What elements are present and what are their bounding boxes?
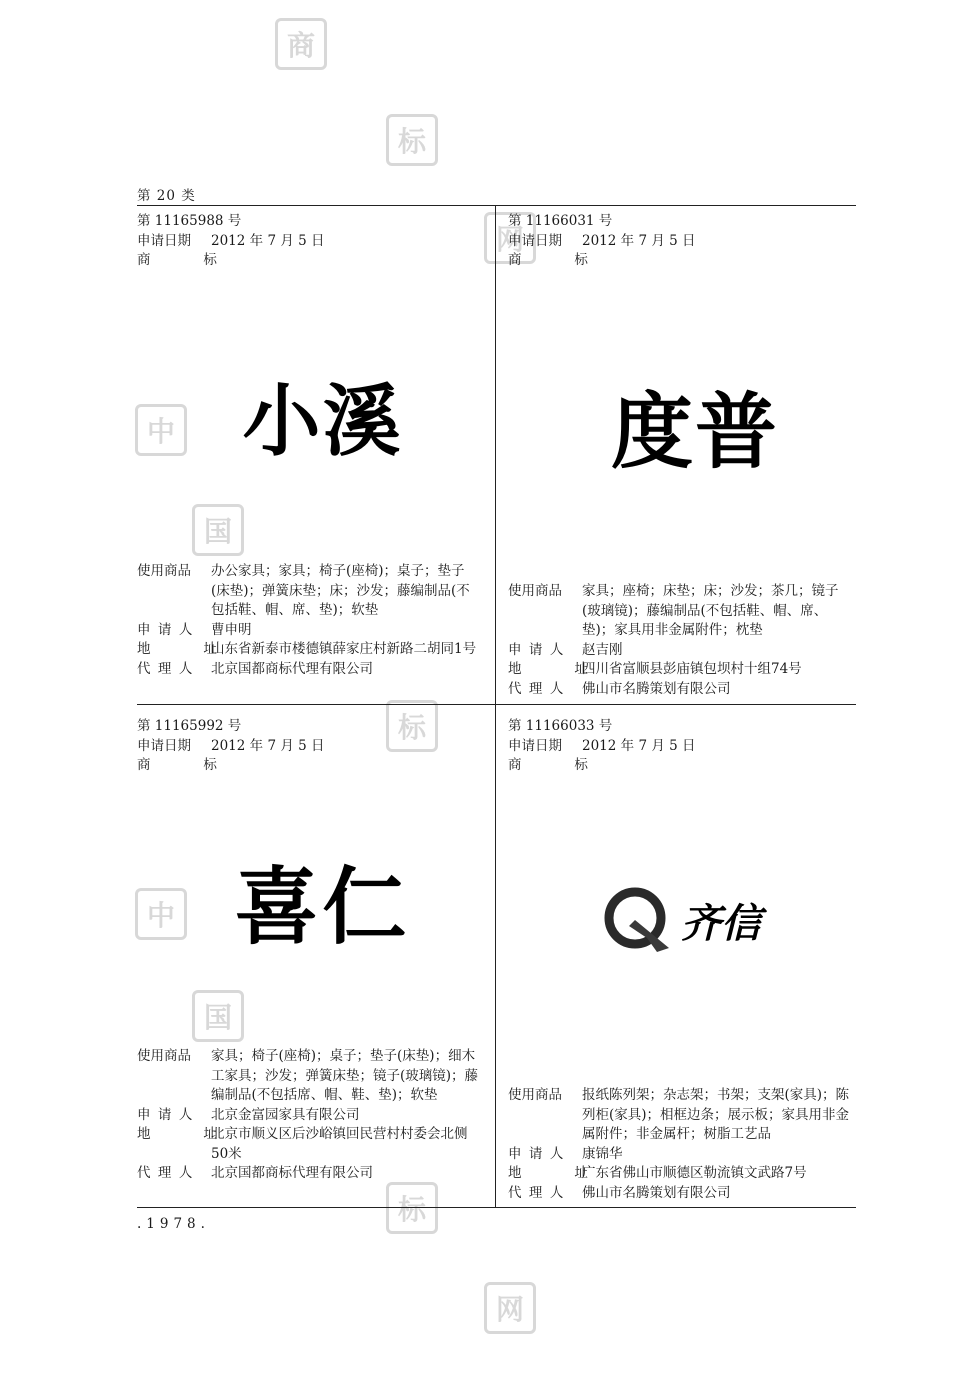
date-label: 申请日期 [137,232,191,249]
trademark-label: 商 标 [137,757,242,773]
agent-label: 代理人 [508,680,571,697]
goods-label: 使用商品 [137,1048,191,1064]
class-label: 第 20 类 [137,188,196,204]
application-date: 2012 年 7 月 5 日 [582,232,696,249]
agent-name: 北京国都商标代理有限公司 [211,660,373,677]
agent-name: 佛山市名腾策划有限公司 [582,1184,731,1201]
application-date: 2012 年 7 月 5 日 [582,737,696,754]
registration-number: 第 11165992 号 [137,718,242,734]
date-label: 申请日期 [508,737,562,754]
watermark-stamp: 商 [275,18,327,70]
date-label: 申请日期 [508,232,562,249]
goods-list: 家具；椅子(座椅)；桌子；垫子(床垫)；细木工家具；沙发；弹簧床垫；镜子(玻璃镜)；藤编制品(不包括席、帽、鞋、垫)；软垫 [211,1048,479,1103]
address-label: 地 址 [137,1126,242,1142]
middle-rule [137,704,856,705]
column-divider [495,206,496,1207]
trademark-entry-4-details [508,1086,853,1203]
trademark-label: 商 标 [508,252,613,268]
registration-number: 第 11165988 号 [137,213,242,229]
goods-list: 办公家具；家具；椅子(座椅)；桌子；垫子(床垫)；弹簧床垫；床；沙发；藤编制品(不包括鞋、帽、席、垫)；软垫 [211,563,470,618]
trademark-mark-text: 齐信 [681,900,761,947]
registration-number: 第 11166031 号 [508,213,613,229]
agent-label: 代理人 [137,1165,200,1181]
applicant-name: 北京金富园家具有限公司 [211,1106,360,1123]
applicant-label: 申请人 [508,1145,571,1162]
top-rule [137,205,856,206]
goods-label: 使用商品 [508,583,562,599]
trademark-entry-3 [137,717,482,776]
q-arrow-logo-icon [599,880,679,960]
date-label: 申请日期 [137,737,191,754]
agent-name: 佛山市名腾策划有限公司 [582,680,731,697]
trademark-entry-4 [508,717,853,776]
address-label: 地 址 [508,1165,613,1181]
page-number: .1978. [137,1216,210,1232]
trademark-entry-2-details [508,582,853,699]
trademark-entry-1-details [137,562,482,679]
trademark-label: 商 标 [137,252,242,268]
applicant-address: 广东省佛山市顺德区勒流镇文武路7号 [582,1165,807,1181]
watermark-stamp: 网 [484,1282,536,1334]
applicant-label: 申请人 [508,641,571,658]
trademark-image [205,840,440,960]
registration-number: 第 11166033 号 [508,718,613,734]
goods-label: 使用商品 [508,1087,562,1103]
application-date: 2012 年 7 月 5 日 [211,232,325,249]
trademark-entry-2 [508,212,853,271]
applicant-address: 北京市顺义区后沙峪镇回民营村村委会北侧50米 [211,1126,468,1162]
watermark-stamp: 网 [484,212,536,264]
goods-list: 报纸陈列架；杂志架；书架；支架(家具)；陈列柜(家具)；相框边条；展示板；家具用非金属附件；非金属杆；树脂工艺品 [582,1087,850,1142]
agent-label: 代理人 [508,1184,571,1201]
applicant-name: 曹申明 [211,621,252,638]
goods-list: 家具；座椅；床垫；床；沙发；茶几；镜子(玻璃镜)；藤编制品(不包括鞋、帽、席、垫)；家具用非金属附件；枕垫 [582,583,839,638]
goods-label: 使用商品 [137,563,191,579]
agent-name: 北京国都商标代理有限公司 [211,1165,373,1181]
applicant-name: 赵吉刚 [582,641,623,658]
watermark-stamp: 标 [386,114,438,166]
watermark-stamp: 国 [192,504,244,556]
applicant-address: 山东省新泰市楼德镇薛家庄村新路二胡同1号 [211,641,477,657]
trademark-mark-text: 小溪 [242,377,403,467]
address-label: 地 址 [137,641,242,657]
watermark-stamp: 中 [135,404,187,456]
applicant-label: 申请人 [137,1106,200,1123]
bottom-rule [137,1207,856,1208]
agent-label: 代理人 [137,660,200,677]
trademark-image [580,365,810,485]
applicant-label: 申请人 [137,621,200,638]
watermark-stamp: 中 [135,888,187,940]
address-label: 地 址 [508,661,613,677]
watermark-stamp: 标 [386,700,438,752]
trademark-entry-3-details [137,1047,482,1184]
applicant-address: 四川省富顺县彭庙镇包坝村十组74号 [582,661,802,677]
trademark-image [205,355,440,475]
trademark-label: 商 标 [508,757,613,773]
trademark-logo [580,870,780,970]
trademark-mark-text: 喜仁 [234,857,411,956]
trademark-mark-text: 度普 [610,384,779,480]
watermark-stamp: 标 [386,1182,438,1234]
application-date: 2012 年 7 月 5 日 [211,737,325,754]
watermark-stamp: 国 [192,990,244,1042]
applicant-name: 康锦华 [582,1145,623,1162]
